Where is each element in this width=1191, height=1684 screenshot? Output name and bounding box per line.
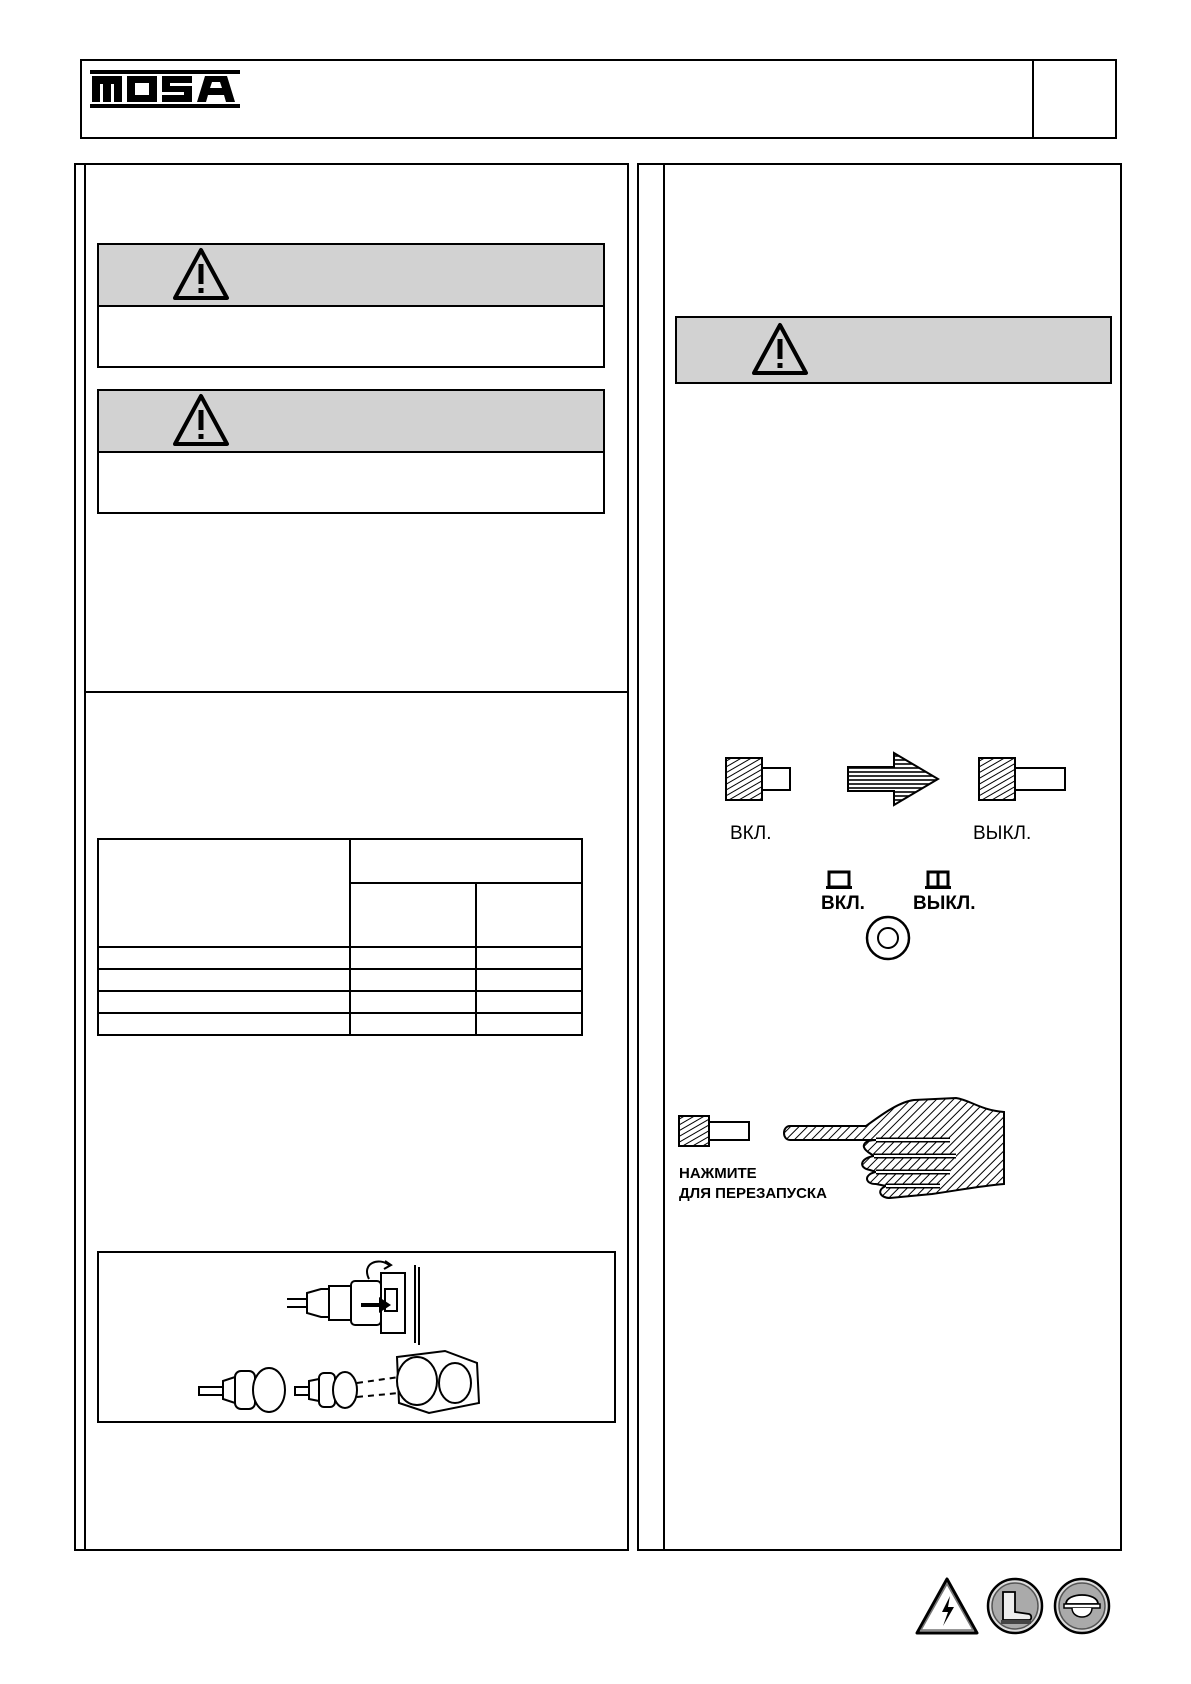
specs-table [97,838,583,1036]
table-header-cell [476,883,582,947]
pointing-hand-icon [780,1094,1012,1202]
table-row [98,947,582,969]
off-symbol-icon [925,870,951,890]
button-on-label: ВКЛ. [821,893,865,914]
plug-illustration-box [97,1251,616,1423]
breaker-off-icon [977,756,1073,802]
safety-helmet-icon [1052,1576,1112,1636]
warning-triangle-icon [172,247,230,301]
breaker-on-label: ВКЛ. [730,823,772,844]
middle-strip [637,163,665,1551]
breaker-reset-icon [677,1114,753,1148]
mosa-logo [90,66,240,112]
warning-box-3 [675,316,1112,384]
on-symbol-icon [826,870,852,890]
table-header-cell [98,839,350,947]
left-margin-line [74,163,76,1551]
electric-hazard-icon [914,1576,980,1636]
breaker-off-label: ВЫКЛ. [973,823,1032,844]
table-row [98,969,582,991]
warning-triangle-icon [751,322,809,376]
warning-box-1 [97,243,605,368]
header-divider [1032,61,1034,137]
table-header-cell [350,839,582,883]
table-row [98,991,582,1013]
table-row [98,1013,582,1035]
warning-box-2 [97,389,605,514]
arrow-right-icon [846,751,942,807]
push-button-icon [863,913,913,963]
warning-triangle-icon [172,393,230,447]
table-header-cell [350,883,476,947]
reset-line-2: ДЛЯ ПЕРЕЗАПУСКА [679,1185,827,1202]
plug-socket-illustration [99,1253,614,1421]
safety-boots-icon [985,1576,1045,1636]
breaker-on-icon [724,756,796,802]
reset-line-1: НАЖМИТЕ [679,1165,757,1182]
button-off-label: ВЫКЛ. [913,893,976,914]
